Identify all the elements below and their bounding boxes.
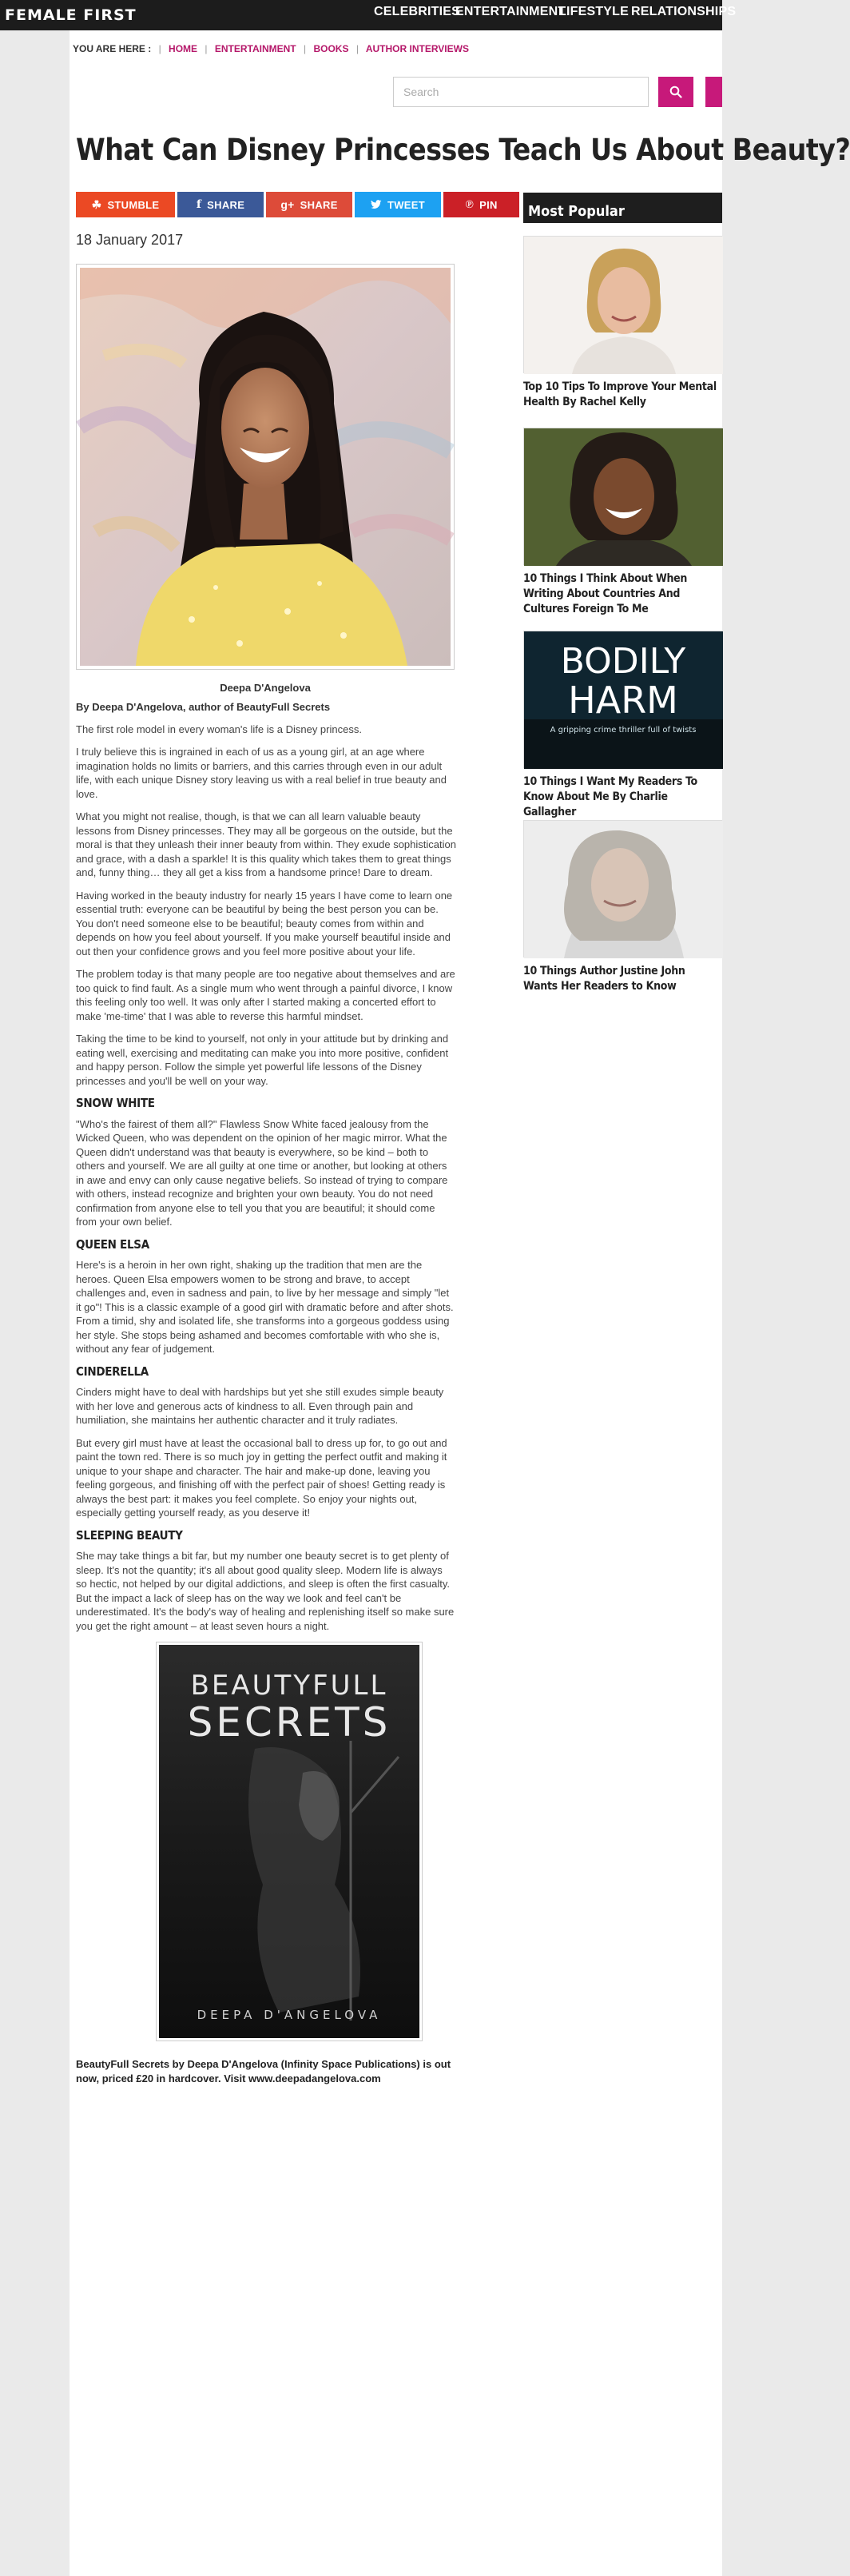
popular-item-title[interactable]: 10 Things I Think About When Writing About Countries And Cultures Foreign To Me (523, 572, 688, 615)
article-paragraph: What you might not realise, though, is that we can all learn valuable beauty lessons from Disney princesses. They may all be gorgeous on the outside, but the moral is that they unleash their inner beauty from within. They exude sophistication and grace, with a dash a sparkle! It is this quality which takes them to great things and, funny thing… they all get a kiss from a handsome prince! Dare to dream. (76, 810, 456, 878)
section-heading-snow-white: SNOW WHITE (76, 1096, 155, 1110)
thumb-subtitle: A gripping crime thriller full of twists (550, 726, 697, 735)
breadcrumb-home[interactable]: HOME (169, 43, 198, 54)
book-author: DEEPA D'ANGELOVA (197, 2008, 382, 2022)
popular-item-title[interactable]: 10 Things Author Justine John Wants Her Readers to Know (523, 965, 685, 993)
share-label: TWEET (387, 198, 425, 211)
article-body (76, 700, 456, 2094)
article-paragraph: Here's is a heroin in her own right, shaking up the tradition that men are the heroes. Queen Elsa empowers women to be strong and brave, to accept challenges and, even in sadness and pain, to live by her message and simply "let it go"! This is a classic example of a good girl with dramatic before and after shots. From a timid, shy and isolated life, she transforms into a gorgeous goddess using her style. She stops being ashamed and becomes comfortable with who she is, without any fear of judgement. (76, 1259, 454, 1355)
top-navigation-bar (0, 0, 737, 30)
site-logo[interactable]: FEMALE FIRST (5, 6, 137, 24)
photo-caption: Deepa D'Angelova (220, 682, 311, 694)
rachel-kelly-photo (524, 237, 723, 374)
share-label: SHARE (300, 198, 338, 211)
article-paragraph: "Who's the fairest of them all?" Flawless Snow White faced jealousy from the Wicked Queen, who was dependent on the opinion of her magic mirror. What the Queen didn't understand was that beauty is everywhere, so be kind – both to others and yourself. We are all guilty at one time or another, but looking at others in awe and envy can only cause negative beliefs. So instead of trying to compare with others, instead recognize and brighten your own beauty. You do not need confirmation from anyone else to tell you that you are beautiful; it should come from your own belief. (76, 1117, 448, 1228)
popular-item-title[interactable]: Top 10 Tips To Improve Your Mental Health By Rachel Kelly (523, 380, 717, 408)
google-plus-icon: g+ (280, 198, 295, 211)
justine-john-photo (524, 821, 723, 958)
breadcrumb-separator: | (158, 43, 161, 54)
twitter-share-button[interactable] (355, 192, 441, 217)
breadcrumb-separator: | (355, 43, 359, 54)
share-label: SHARE (207, 198, 245, 211)
breadcrumb-books[interactable]: BOOKS (313, 43, 349, 54)
breadcrumb (73, 43, 469, 61)
breadcrumb-author-interviews[interactable]: AUTHOR INTERVIEWS (365, 43, 469, 54)
breadcrumb-entertainment[interactable]: ENTERTAINMENT (214, 43, 296, 54)
book-cover-image (156, 1642, 423, 2041)
article-paragraph: She may take things a bit far, but my number one beauty secret is to get plenty of sleep. It's not the quantity; it's all about good quality sleep. Modern life is always so hectic, not helped by our digital addictions, and sleep is often the first casualty. But the impact a lack of sleep has on the way we look and feel can't be underestimated. It's the body's way of healing and replenishing itself so make sure you get the right amount – at least seven hours a night. (76, 1550, 455, 1632)
search-input[interactable] (393, 77, 649, 107)
sidebar-title: Most Popular (523, 193, 722, 223)
breadcrumb-label: YOU ARE HERE : (73, 43, 152, 54)
thumb-title-2: HARM (568, 679, 678, 722)
nav-relationships[interactable]: RELATIONSHIPS (631, 5, 737, 18)
section-heading-sleeping-beauty: SLEEPING BEAUTY (76, 1527, 183, 1543)
book-cover-illustration (159, 1645, 419, 2038)
thumb-title-1: BODILY (560, 641, 686, 682)
breadcrumb-separator: | (303, 43, 307, 54)
article-paragraph: Cinders might have to deal with hardships but yet she still exudes simple beauty with her love and generous acts of kindness to all. Even through pain and humiliation, she maintains her authentic character and it truly radiates. (76, 1386, 444, 1426)
article-paragraph: The first role model in every woman's life is a Disney princess. (76, 723, 362, 735)
popular-item-3[interactable] (523, 631, 722, 820)
pinterest-icon: ℗ (465, 197, 475, 211)
book-title-line1: BEAUTYFULL (190, 1670, 388, 1702)
facebook-share-button[interactable] (177, 192, 264, 217)
popular-item-1[interactable] (523, 236, 722, 410)
popular-item-title[interactable]: 10 Things I Want My Readers To Know About Me By Charlie Gallagher (523, 775, 697, 818)
pinterest-share-button[interactable] (443, 192, 519, 217)
most-popular-sidebar (523, 193, 722, 993)
stumble-share-button[interactable] (76, 192, 175, 217)
stumbleupon-icon: ☘ (91, 197, 102, 211)
page-content (70, 30, 850, 2576)
article-paragraph: I truly believe this is ingrained in each of us as a young girl, at an age where imagination holds no limits or barriers, and this carries through even in our adult life, with each unique Disney story leaving us with a real belief in true beauty and love. (76, 746, 447, 800)
search-icon (669, 86, 682, 98)
secondary-action-button[interactable] (705, 77, 722, 107)
page-title: What Can Disney Princesses Teach Us About Beauty? (76, 133, 850, 167)
article-byline: By Deepa D'Angelova, author of BeautyFull Secrets (76, 701, 331, 713)
breadcrumb-separator: | (205, 43, 208, 54)
nav-celebrities[interactable]: CELEBRITIES (374, 5, 460, 18)
popular-thumbnail[interactable] (523, 631, 722, 768)
popular-item-2[interactable] (523, 428, 722, 617)
publish-date: 18 January 2017 (76, 232, 184, 248)
nav-lifestyle[interactable]: LIFESTYLE (558, 5, 630, 18)
section-heading-queen-elsa: QUEEN ELSA (76, 1236, 149, 1252)
article-paragraph: The problem today is that many people are too negative about themselves and are too quick to find fault. As a single mum who went through a painful divorce, I know this feeling only too well. It was only after I started making a concerted effort to make 'me-time' that I was able to reverse this harmful mindset. (76, 968, 455, 1022)
share-label: STUMBLE (107, 198, 160, 211)
article-paragraph: Having worked in the beauty industry for nearly 15 years I have come to learn one essential truth: everyone can be beautiful by being the best person you can be. You don't need someone else to be beautiful; beauty comes from within and depends on how you feel about yourself. If you make yourself beautiful inside and out then your confidence grows and you feel more positive about your life. (76, 889, 453, 958)
section-heading-cinderella: CINDERELLA (76, 1364, 149, 1379)
book-info-footer[interactable]: BeautyFull Secrets by Deepa D'Angelova (Infinity Space Publications) is out now, priced £20 in hardcover. Visit www.deepadangelova.com (76, 2058, 451, 2084)
bodily-harm-cover (524, 631, 723, 769)
search-button[interactable] (658, 77, 693, 107)
nav-entertainment[interactable]: ENTERTAINMENT (455, 5, 566, 18)
article-paragraph: Taking the time to be kind to yourself, not only in your attitude but by drinking and eating well, exercising and meditating can make you into more positive, confident and happy person. Follow the simple yet powerful life lessons of the Disney princesses and you'll be well on your way. (76, 1033, 449, 1087)
google-plus-share-button[interactable] (266, 192, 352, 217)
author-smiling-photo (524, 428, 723, 566)
twitter-icon (371, 200, 382, 209)
share-label: PIN (479, 198, 498, 211)
popular-thumbnail[interactable] (523, 428, 722, 565)
author-photo-illustration (80, 268, 451, 666)
article-paragraph: But every girl must have at least the occasional ball to dress up for, to go out and paint the town red. There is so much joy in getting the perfect outfit and making it unique to your shape and character. The hair and make-up done, leaving you feeling gorgeous, and finishing off with the perfect pair of shoes! Getting ready is always the best part: it makes you feel complete. So enjoy your nights out, especially getting yourself ready, as you deserve it! (76, 1436, 447, 1519)
facebook-icon: f (196, 198, 202, 211)
popular-thumbnail[interactable] (523, 236, 722, 373)
popular-thumbnail[interactable] (523, 820, 722, 958)
author-photo (76, 264, 455, 670)
popular-item-4[interactable] (523, 820, 722, 994)
book-title-line2: SECRETS (187, 1699, 391, 1746)
